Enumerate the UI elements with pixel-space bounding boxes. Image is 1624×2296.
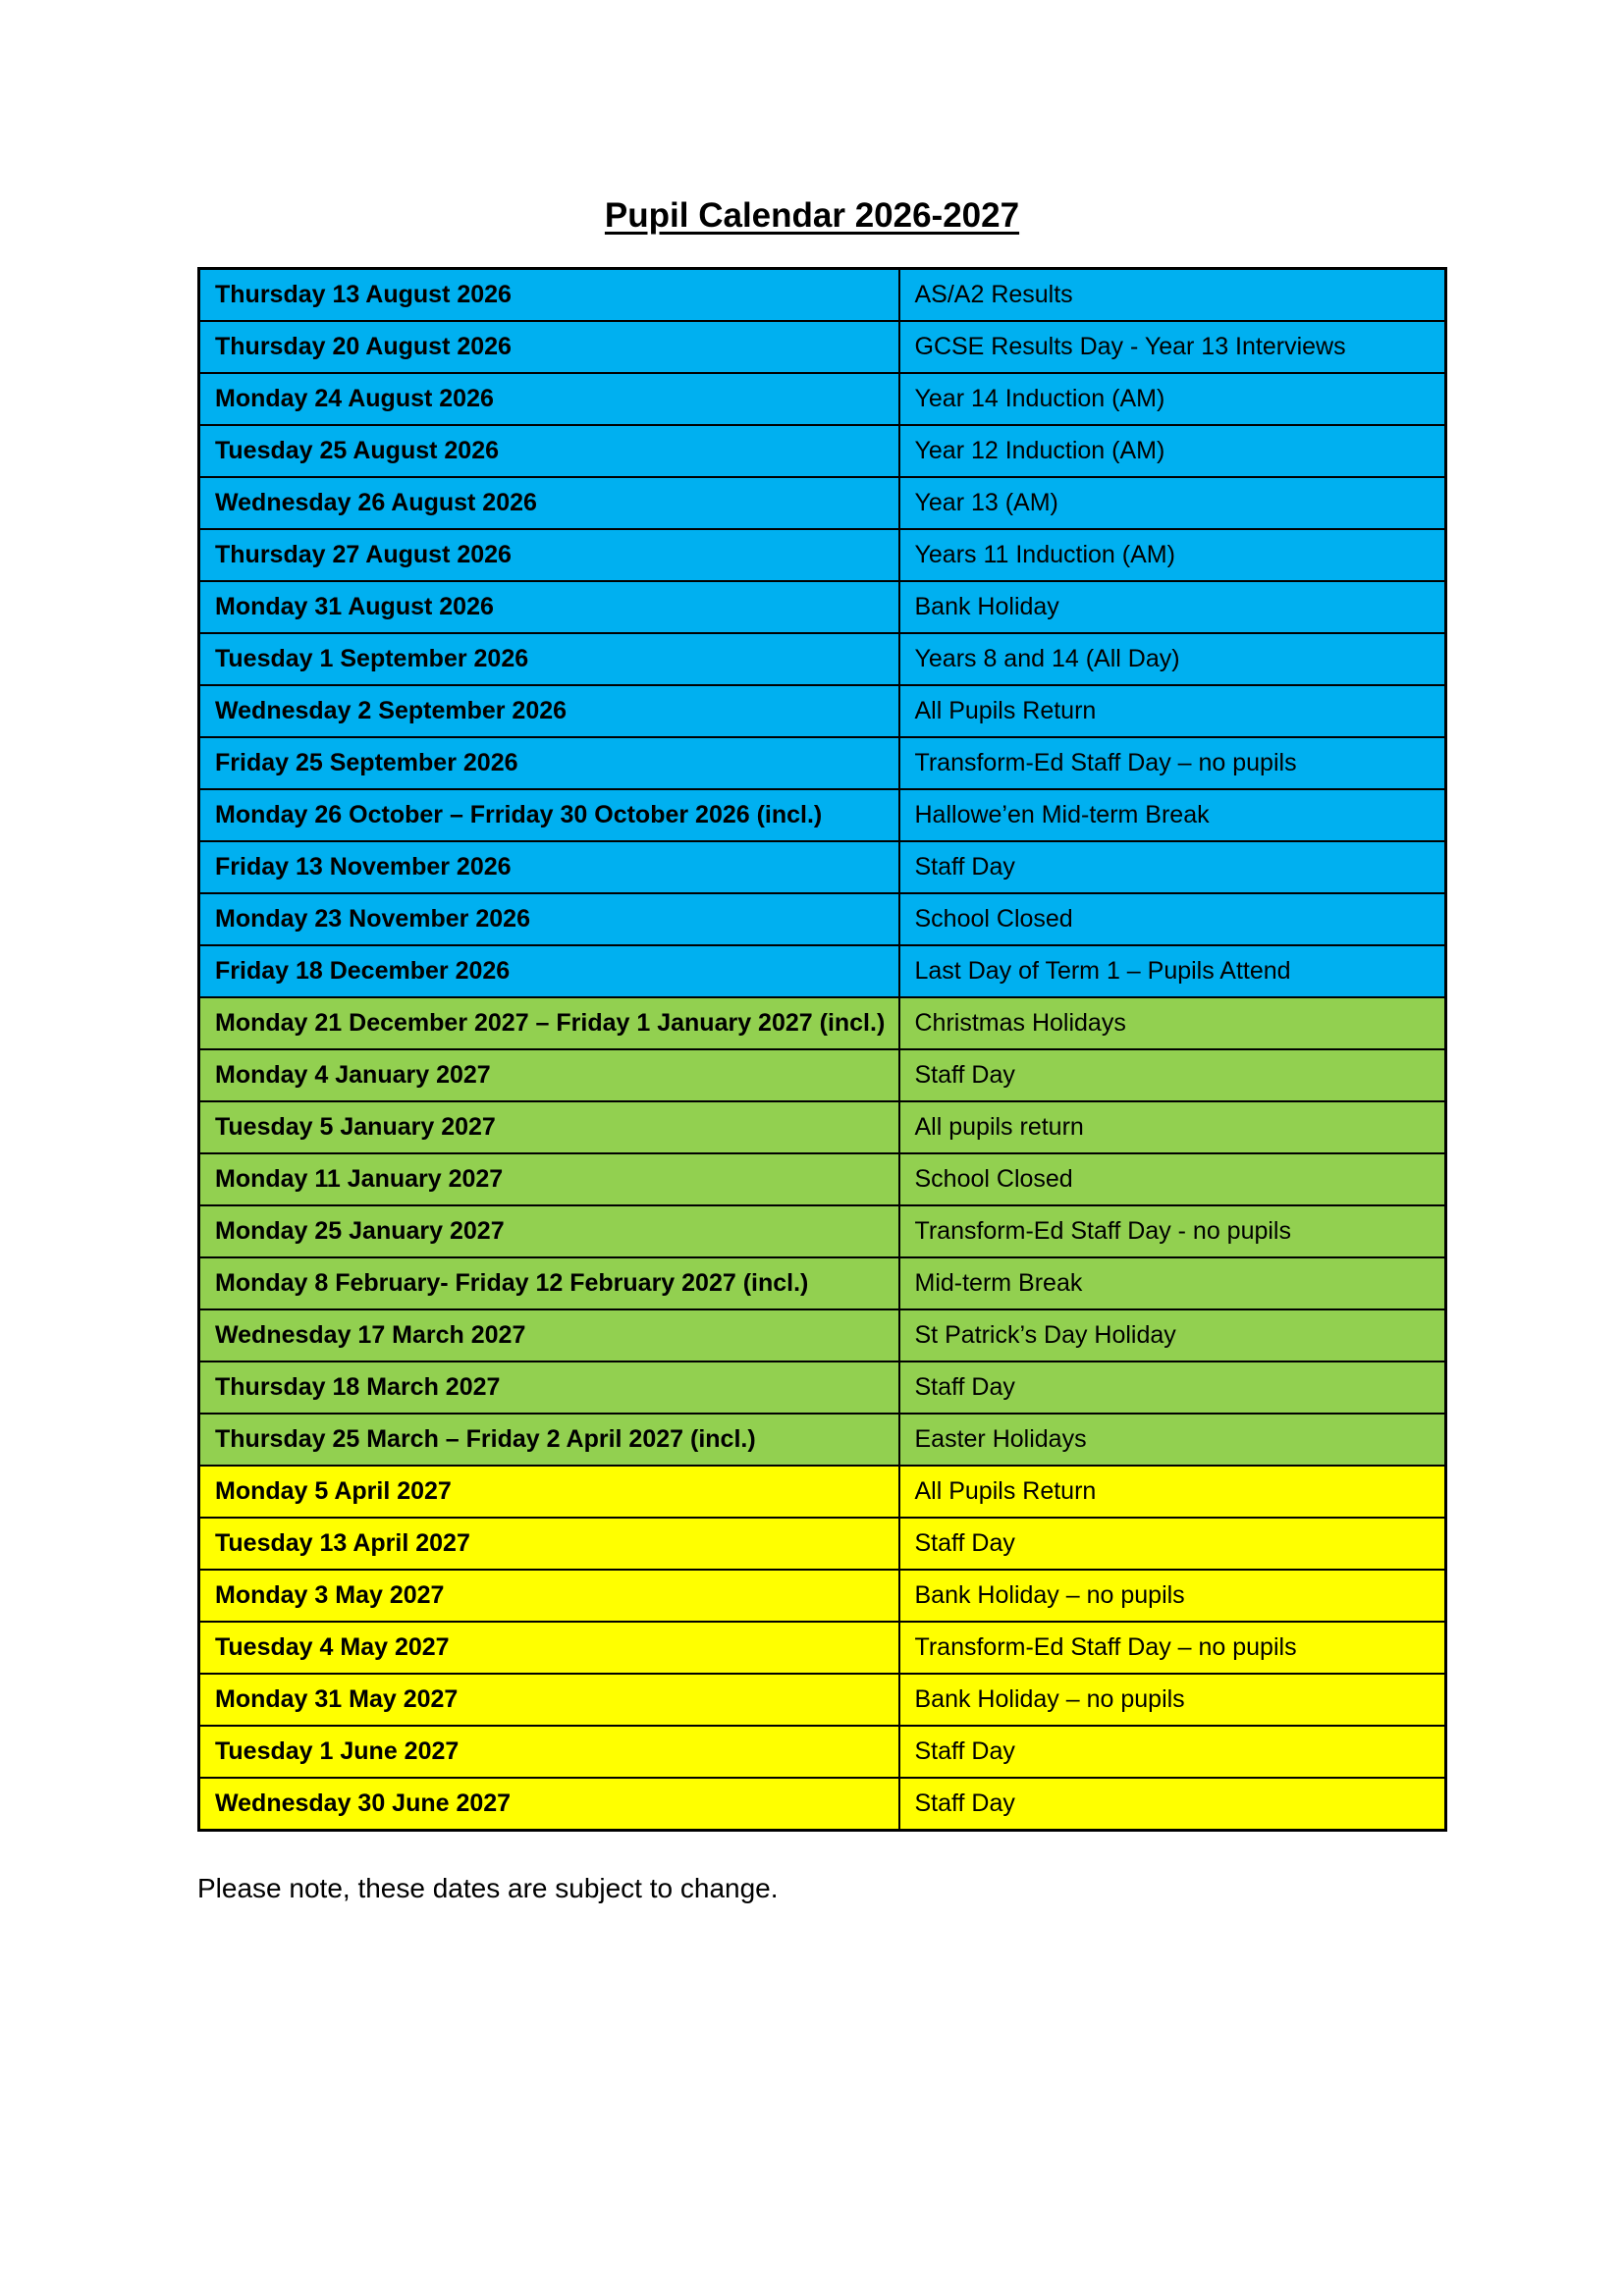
event-cell: Mid-term Break <box>899 1257 1446 1309</box>
event-cell: Last Day of Term 1 – Pupils Attend <box>899 945 1446 997</box>
date-cell: Monday 11 January 2027 <box>199 1153 899 1205</box>
event-cell: School Closed <box>899 1153 1446 1205</box>
event-cell: Transform-Ed Staff Day – no pupils <box>899 737 1446 789</box>
event-cell: Year 12 Induction (AM) <box>899 425 1446 477</box>
table-row <box>199 945 1446 997</box>
date-cell: Wednesday 2 September 2026 <box>199 685 899 737</box>
table-row <box>199 1518 1446 1570</box>
table-row <box>199 373 1446 425</box>
date-cell: Tuesday 13 April 2027 <box>199 1518 899 1570</box>
table-row <box>199 321 1446 373</box>
event-cell: Staff Day <box>899 1518 1446 1570</box>
table-row <box>199 529 1446 581</box>
date-cell: Monday 21 December 2027 – Friday 1 January 2027 (incl.) <box>199 997 899 1049</box>
date-cell: Wednesday 17 March 2027 <box>199 1309 899 1362</box>
table-row <box>199 685 1446 737</box>
date-cell: Tuesday 5 January 2027 <box>199 1101 899 1153</box>
date-cell: Friday 25 September 2026 <box>199 737 899 789</box>
event-cell: All pupils return <box>899 1101 1446 1153</box>
event-cell: All Pupils Return <box>899 1466 1446 1518</box>
table-row <box>199 425 1446 477</box>
event-cell: GCSE Results Day - Year 13 Interviews <box>899 321 1446 373</box>
date-cell: Monday 8 February- Friday 12 February 2027 (incl.) <box>199 1257 899 1309</box>
event-cell: Transform-Ed Staff Day – no pupils <box>899 1622 1446 1674</box>
event-cell: Christmas Holidays <box>899 997 1446 1049</box>
event-cell: Transform-Ed Staff Day - no pupils <box>899 1205 1446 1257</box>
date-cell: Wednesday 30 June 2027 <box>199 1778 899 1831</box>
table-row <box>199 1778 1446 1831</box>
event-cell: Year 14 Induction (AM) <box>899 373 1446 425</box>
event-cell: Staff Day <box>899 1362 1446 1414</box>
table-row <box>199 1309 1446 1362</box>
event-cell: Year 13 (AM) <box>899 477 1446 529</box>
date-cell: Thursday 25 March – Friday 2 April 2027 (incl.) <box>199 1414 899 1466</box>
event-cell: Bank Holiday – no pupils <box>899 1674 1446 1726</box>
page-title: Pupil Calendar 2026-2027 <box>604 196 1020 235</box>
table-row <box>199 633 1446 685</box>
table-row <box>199 737 1446 789</box>
table-row <box>199 1362 1446 1414</box>
calendar-table <box>197 267 1447 1832</box>
event-cell: Staff Day <box>899 1049 1446 1101</box>
table-row <box>199 1466 1446 1518</box>
table-row <box>199 1257 1446 1309</box>
date-cell: Monday 24 August 2026 <box>199 373 899 425</box>
date-cell: Monday 26 October – Frriday 30 October 2026 (incl.) <box>199 789 899 841</box>
event-cell: Staff Day <box>899 841 1446 893</box>
date-cell: Thursday 13 August 2026 <box>199 269 899 322</box>
event-cell: Staff Day <box>899 1726 1446 1778</box>
footer-note: Please note, these dates are subject to change. <box>197 1873 779 1903</box>
date-cell: Monday 23 November 2026 <box>199 893 899 945</box>
date-cell: Tuesday 25 August 2026 <box>199 425 899 477</box>
date-cell: Wednesday 26 August 2026 <box>199 477 899 529</box>
date-cell: Monday 5 April 2027 <box>199 1466 899 1518</box>
table-row <box>199 893 1446 945</box>
table-row <box>199 997 1446 1049</box>
table-row <box>199 841 1446 893</box>
event-cell: Staff Day <box>899 1778 1446 1831</box>
event-cell: Easter Holidays <box>899 1414 1446 1466</box>
date-cell: Monday 4 January 2027 <box>199 1049 899 1101</box>
date-cell: Thursday 20 August 2026 <box>199 321 899 373</box>
event-cell: Years 8 and 14 (All Day) <box>899 633 1446 685</box>
event-cell: Years 11 Induction (AM) <box>899 529 1446 581</box>
event-cell: St Patrick’s Day Holiday <box>899 1309 1446 1362</box>
event-cell: Hallowe’en Mid-term Break <box>899 789 1446 841</box>
table-row <box>199 1414 1446 1466</box>
event-cell: School Closed <box>899 893 1446 945</box>
date-cell: Tuesday 1 September 2026 <box>199 633 899 685</box>
table-row <box>199 1153 1446 1205</box>
event-cell: All Pupils Return <box>899 685 1446 737</box>
table-row <box>199 581 1446 633</box>
date-cell: Tuesday 4 May 2027 <box>199 1622 899 1674</box>
date-cell: Monday 31 August 2026 <box>199 581 899 633</box>
table-row <box>199 789 1446 841</box>
table-row <box>199 1622 1446 1674</box>
date-cell: Friday 18 December 2026 <box>199 945 899 997</box>
table-row <box>199 1101 1446 1153</box>
date-cell: Tuesday 1 June 2027 <box>199 1726 899 1778</box>
date-cell: Monday 31 May 2027 <box>199 1674 899 1726</box>
table-row <box>199 1570 1446 1622</box>
date-cell: Thursday 27 August 2026 <box>199 529 899 581</box>
event-cell: Bank Holiday <box>899 581 1446 633</box>
date-cell: Monday 3 May 2027 <box>199 1570 899 1622</box>
table-row <box>199 1205 1446 1257</box>
event-cell: Bank Holiday – no pupils <box>899 1570 1446 1622</box>
calendar-table-body <box>199 269 1446 1831</box>
table-row <box>199 1049 1446 1101</box>
table-row <box>199 269 1446 322</box>
date-cell: Thursday 18 March 2027 <box>199 1362 899 1414</box>
date-cell: Monday 25 January 2027 <box>199 1205 899 1257</box>
table-row <box>199 477 1446 529</box>
event-cell: AS/A2 Results <box>899 269 1446 322</box>
table-row <box>199 1726 1446 1778</box>
table-row <box>199 1674 1446 1726</box>
date-cell: Friday 13 November 2026 <box>199 841 899 893</box>
